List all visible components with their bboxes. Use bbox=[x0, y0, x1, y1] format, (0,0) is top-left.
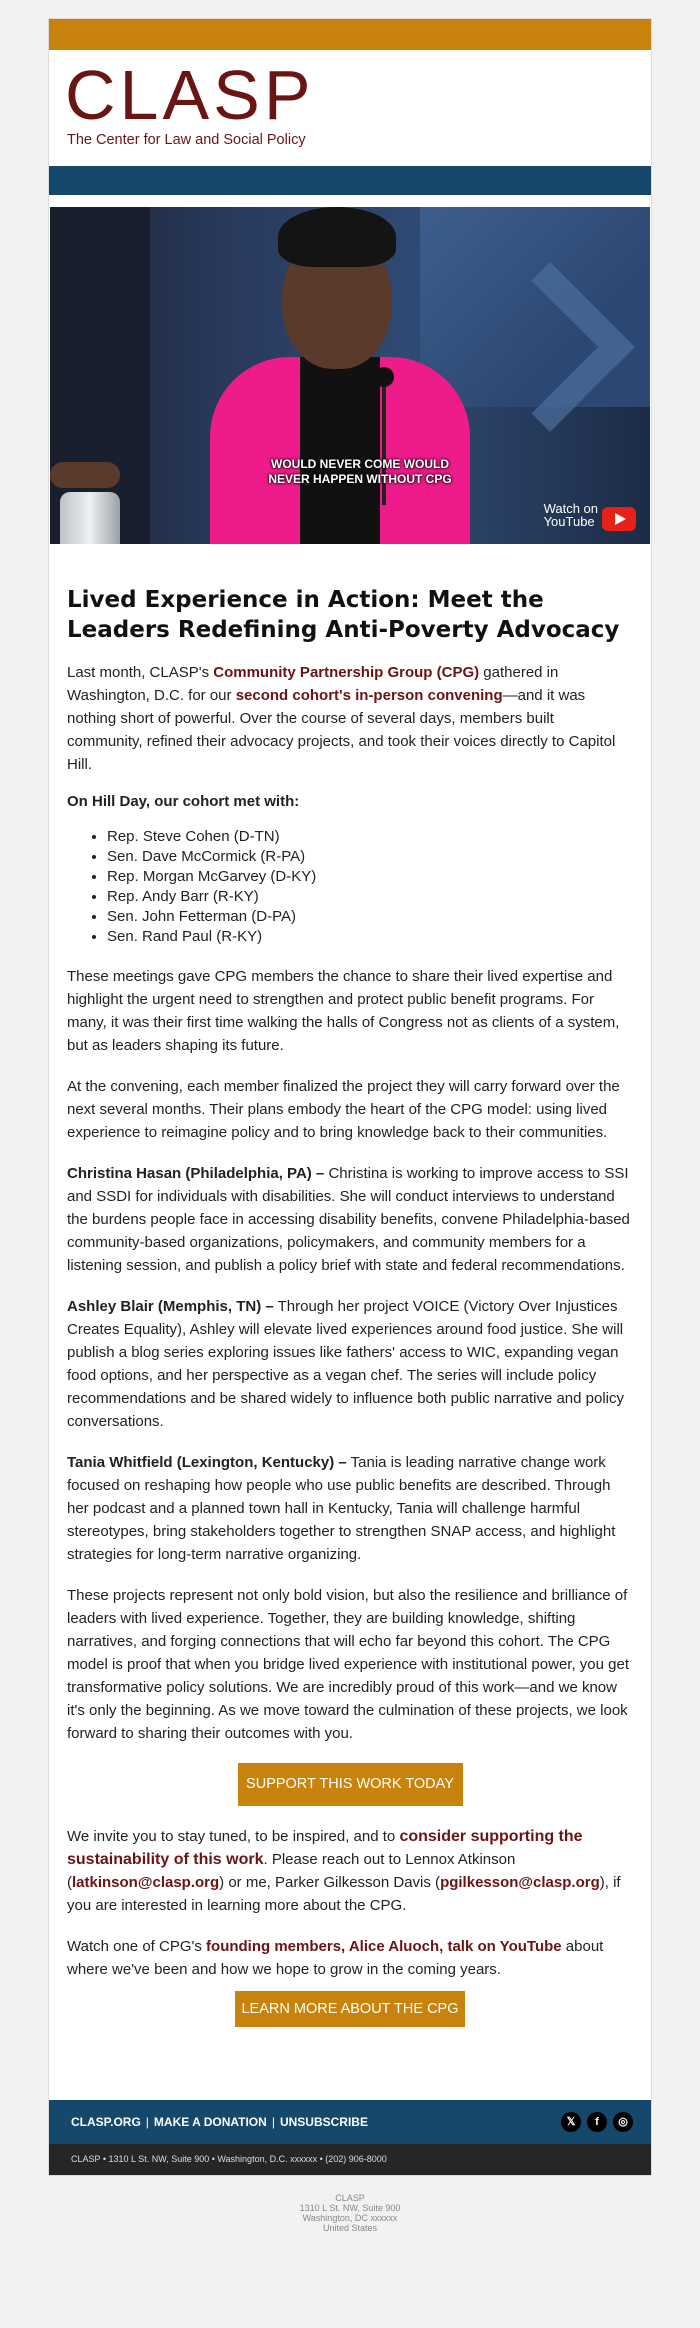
support-button[interactable]: SUPPORT THIS WORK TODAY bbox=[238, 1763, 463, 1806]
address-line-1: CLASP bbox=[335, 2193, 365, 2203]
list-item: • Sen. John Fetterman (D-PA) bbox=[107, 907, 633, 927]
second-cohort-link[interactable]: second cohort's in-person convening bbox=[235, 687, 503, 704]
bottom-address bbox=[0, 2193, 700, 2233]
speaker-inner-shirt bbox=[300, 357, 380, 544]
speaker-figure bbox=[200, 207, 500, 544]
christina-paragraph bbox=[67, 1162, 633, 1277]
logo-area bbox=[49, 50, 651, 166]
logo-subtitle: The Center for Law and Social Policy bbox=[67, 132, 306, 148]
cpg-link[interactable]: Community Partnership Group (CPG) bbox=[213, 664, 480, 681]
ashley-text: Through her project VOICE (Victory Over Injustices Creates Equality), Ashley will elevate lived experiences around food justice. She will publish a blog series exploring issues like fathers' access to WIC, expanding vegan food options, and her perspective as a vegan chef. The series will include policy recommendations and be shared widely to influence both public narrative and policy conversations. bbox=[67, 1298, 624, 1430]
pitcher-image bbox=[60, 492, 120, 544]
learn-more-button[interactable]: LEARN MORE ABOUT THE CPG bbox=[235, 1991, 465, 2027]
watch-paragraph bbox=[67, 1935, 633, 1981]
support-sustainability-link[interactable]: consider supporting the sustainability of this work bbox=[67, 1828, 583, 1868]
list-item: • Sen. Rand Paul (R-KY) bbox=[107, 927, 633, 947]
footer-link-unsubscribe[interactable]: UNSUBSCRIBE bbox=[279, 2115, 368, 2129]
invite-text-1: We invite you to stay tuned, to be inspired, and to bbox=[67, 1828, 400, 1845]
christina-name: Christina Hasan (Philadelphia, PA) – bbox=[67, 1165, 325, 1182]
twitter-icon[interactable]: 𝕏 bbox=[561, 2112, 581, 2132]
caption-line-1: WOULD NEVER COME WOULD bbox=[271, 457, 449, 471]
footer-link-donate[interactable]: MAKE A DONATION bbox=[153, 2115, 267, 2129]
microphone-icon bbox=[374, 367, 394, 387]
clasp-logo[interactable]: CLASP bbox=[65, 56, 315, 134]
convening-paragraph: At the convening, each member finalized the project they will carry forward over the next several months. Their plans embody the heart of the CPG model: using lived experience to reimagine policy and to bring knowledge back to their communities. bbox=[67, 1078, 620, 1141]
address-line-2: 1310 L St. NW, Suite 900 bbox=[299, 2203, 401, 2213]
members-list bbox=[107, 827, 633, 947]
blue-divider-bar bbox=[49, 166, 651, 195]
speaker-hair bbox=[278, 207, 396, 267]
intro-text-2: gathered in Washington, D.C. for our bbox=[67, 664, 559, 704]
youtube-play-icon[interactable] bbox=[602, 507, 636, 531]
ashley-paragraph bbox=[67, 1295, 633, 1433]
intro-text-1: Last month, CLASP's bbox=[67, 664, 214, 681]
watch-on-youtube-label[interactable] bbox=[544, 502, 598, 528]
watch-text-2: about where we've been and how we hope to grow in the coming years. bbox=[67, 1938, 604, 1978]
top-accent-bar bbox=[49, 19, 651, 50]
footer-nav-bar bbox=[49, 2100, 651, 2144]
article-body bbox=[49, 585, 651, 2027]
intro-text-3: —and it was nothing short of powerful. Over the course of several days, members built community, refined their advocacy projects, and took their voices directly to Capitol Hill. bbox=[67, 687, 616, 773]
footer-links bbox=[71, 2115, 368, 2129]
article-title: Lived Experience in Action: Meet the Leaders Redefining Anti-Poverty Advocacy bbox=[67, 587, 620, 643]
video-caption bbox=[240, 457, 480, 487]
tania-name: Tania Whitfield (Lexington, Kentucky) – bbox=[67, 1454, 347, 1471]
list-item: • Rep. Andy Barr (R-KY) bbox=[107, 887, 633, 907]
email-card bbox=[48, 18, 652, 2176]
tania-paragraph bbox=[67, 1451, 633, 1566]
address-line-3: Washington, DC xxxxxx bbox=[302, 2213, 398, 2223]
email-link-pgilkesson[interactable]: pgilkesson@clasp.org bbox=[440, 1874, 600, 1891]
youtube-link[interactable]: founding members, Alice Aluoch, talk on YouTube bbox=[206, 1938, 562, 1955]
address-line-4: United States bbox=[322, 2223, 378, 2233]
christina-text: Christina is working to improve access to SSI and SSDI for individuals with disabilities. She will conduct interviews to understand the burdens people face in accessing disability benefits, convene Philadelphia-based community-based organizations, policymakers, and community members for a listening session, and publish a policy brief with state and federal recommendations. bbox=[67, 1165, 630, 1274]
footer-separator: | bbox=[271, 2115, 275, 2129]
intro-paragraph bbox=[67, 661, 633, 776]
watch-on-text: Watch on bbox=[543, 501, 598, 516]
caption-line-2: NEVER HAPPEN WITHOUT CPG bbox=[268, 472, 452, 486]
tania-text: Tania is leading narrative change work focused on reshaping how people who use public benefits are described. Through her podcast and a planned town hall in Kentucky, Tania will challenge harmful stereotypes, bring stakeholders together to strengthen SNAP access, and highlight strategies for long-term narrative organizing. bbox=[67, 1454, 616, 1563]
facebook-icon[interactable]: f bbox=[587, 2112, 607, 2132]
footer-address-bar: CLASP • 1310 L St. NW, Suite 900 • Washington, D.C. xxxxxx • (202) 906-8000 bbox=[49, 2144, 651, 2175]
youtube-text: YouTube bbox=[543, 514, 595, 529]
invite-paragraph bbox=[67, 1825, 633, 1917]
video-thumbnail[interactable] bbox=[50, 207, 650, 544]
invite-text-4: ), if you are interested in learning more about the CPG. bbox=[67, 1874, 621, 1914]
hill-day-heading: On Hill Day, our cohort met with: bbox=[67, 793, 300, 810]
speaker-hand bbox=[50, 462, 120, 488]
email-link-latkinson[interactable]: latkinson@clasp.org bbox=[72, 1874, 220, 1891]
microphone-stem bbox=[382, 385, 386, 505]
projects-paragraph: These projects represent not only bold vision, but also the resilience and brilliance of leaders with lived experience. Together, they are building knowledge, shifting narratives, and forging connections that will echo far beyond this cohort. The CPG model is proof that when you bridge lived experience with institutional power, you get transformative policy solutions. We are incredibly proud of this work—and we know it's only the beginning. As we move toward the culmination of these projects, we look forward to sharing their outcomes with you. bbox=[67, 1587, 629, 1742]
instagram-icon[interactable]: ◎ bbox=[613, 2112, 633, 2132]
footer-link-site[interactable]: CLASP.ORG bbox=[71, 2115, 141, 2129]
footer-separator: | bbox=[145, 2115, 149, 2129]
ashley-name: Ashley Blair (Memphis, TN) – bbox=[67, 1298, 274, 1315]
list-item: • Rep. Morgan McGarvey (D-KY) bbox=[107, 867, 633, 887]
watch-text-1: Watch one of CPG's bbox=[67, 1938, 207, 1955]
list-item: • Sen. Dave McCormick (R-PA) bbox=[107, 847, 633, 867]
invite-text-3: ) or me, Parker Gilkesson Davis ( bbox=[219, 1874, 441, 1891]
list-item: • Rep. Steve Cohen (D-TN) bbox=[107, 827, 633, 847]
invite-text-2: . Please reach out to Lennox Atkinson ( bbox=[67, 1851, 516, 1891]
meetings-paragraph: These meetings gave CPG members the chance to share their lived expertise and highlight the urgent need to strengthen and protect public benefit programs. For many, it was their first time walking the halls of Congress not as clients of a system, but as leaders shaping its future. bbox=[67, 968, 620, 1054]
